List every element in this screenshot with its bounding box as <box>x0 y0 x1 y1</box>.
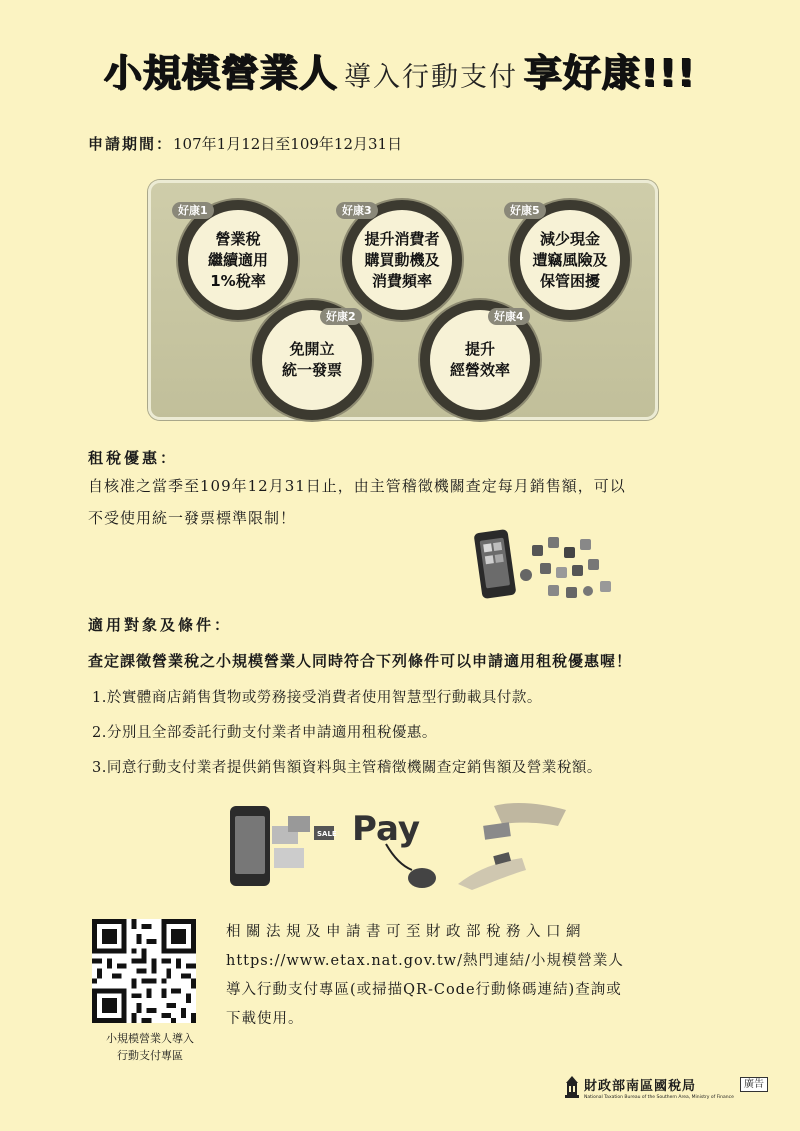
benefit-1-line1: 營業稅 <box>215 229 261 248</box>
mobile-payment-illustration <box>226 796 576 896</box>
info-block <box>226 918 696 1034</box>
benefit-1-line2: 繼續適用 <box>207 250 268 269</box>
benefit-1-line3: 1%稅率 <box>210 271 266 290</box>
benefit-5-line1: 減少現金 <box>539 229 600 248</box>
benefit-2-line1: 免開立 <box>289 340 335 358</box>
qr-caption <box>80 1030 220 1064</box>
benefit-4-line2: 經營效率 <box>449 361 510 379</box>
qr-caption-line1: 小規模營業人導入 <box>106 1032 194 1045</box>
title-part1: 小規模營業人 <box>103 51 338 95</box>
benefit-3-line1: 提升消費者 <box>364 229 440 248</box>
agency-name: 財政部南區國稅局 <box>584 1078 697 1094</box>
tax-line-1: 自核准之當季至109年12月31日止，由主管稽徵機關查定每月銷售額，可以 <box>88 477 626 495</box>
smartphone-apps-illustration <box>460 525 620 610</box>
conditions-heading: 適用對象及條件： <box>88 616 233 634</box>
benefit-4-tag: 好康4 <box>488 308 530 325</box>
condition-item-1: 1.於實體商店銷售貨物或勞務接受消費者使用智慧型行動載具付款。 <box>92 690 542 706</box>
title-part3: 享好康!!! <box>524 51 696 95</box>
benefit-5-line3: 保管困擾 <box>539 271 600 290</box>
agency-english: National Taxation Bureau of the Southern Area, Ministry of Finance <box>584 1094 734 1100</box>
ad-badge: 廣告 <box>740 1077 768 1092</box>
condition-item-3: 3.同意行動支付業者提供銷售額資料與主管稽徵機關查定銷售額及營業稅額。 <box>92 760 602 776</box>
info-line-3: 導入行動支付專區(或掃描QR-Code行動條碼連結)查詢或 <box>226 982 622 998</box>
benefits-panel <box>148 180 658 420</box>
benefit-1-tag: 好康1 <box>172 202 214 219</box>
info-line-1: 相關法規及申請書可至財政部稅務入口網 <box>226 924 586 940</box>
agency-logo-icon <box>563 1075 581 1099</box>
benefit-3-tag: 好康3 <box>336 202 378 219</box>
benefit-2-tag: 好康2 <box>320 308 362 325</box>
qr-caption-line2: 行動支付專區 <box>117 1049 183 1062</box>
benefit-5-tag: 好康5 <box>504 202 546 219</box>
benefit-4-line1: 提升 <box>464 340 495 358</box>
condition-item-2: 2.分別且全部委託行動支付業者申請適用租稅優惠。 <box>92 725 437 741</box>
benefit-3-line3: 消費頻率 <box>371 271 432 290</box>
benefit-5-line2: 遭竊風險及 <box>532 250 608 269</box>
benefit-3-line2: 購買動機及 <box>364 250 440 269</box>
pay-label: Pay <box>352 809 421 849</box>
flyer-title <box>0 42 800 97</box>
tax-line-2: 不受使用統一發票標準限制！ <box>88 509 297 527</box>
qr-code-icon <box>92 919 196 1023</box>
tax-heading: 租稅優惠： <box>88 449 179 467</box>
period-value: 107年1月12日至109年12月31日 <box>173 135 403 153</box>
agency-footer <box>563 1072 734 1102</box>
info-line-4: 下載使用。 <box>226 1011 304 1027</box>
benefit-2-line2: 統一發票 <box>281 361 342 379</box>
title-part2: 導入行動支付 <box>344 62 518 93</box>
application-period <box>88 133 402 154</box>
conditions-lead: 查定課徵營業稅之小規模營業人同時符合下列條件可以申請適用租稅優惠喔！ <box>88 652 633 670</box>
period-label: 申請期間： <box>88 135 174 153</box>
sale-label: SALE <box>317 830 337 838</box>
info-line-2[interactable]: https://www.etax.nat.gov.tw/熱門連結/小規模營業人 <box>226 953 624 969</box>
